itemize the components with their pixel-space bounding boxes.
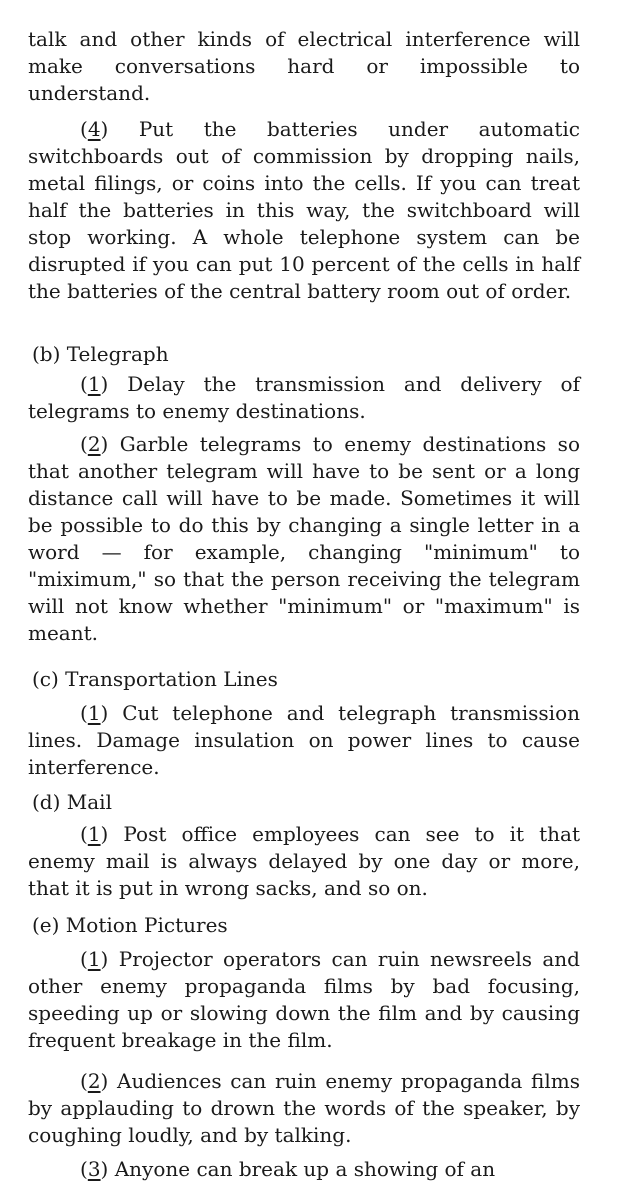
section-heading-telegraph: (b) Telegraph: [32, 342, 169, 366]
item-text: Anyone can break up a showing of an: [114, 1157, 496, 1181]
motion-pictures-item-1: (1) Projector operators can ruin newsreels and other enemy propaganda films by bad focusing, speeding up or slowing down the film and by causing frequent breakage in the film.: [28, 947, 580, 1052]
item-number: 1: [87, 372, 101, 396]
item-text: Garble telegrams to enemy destinations so that another telegram will have to be sent or a long distance call will have to be made. Sometimes it will be possible to do this by changing a single letter in a word — for example, changing "minimum" to "miximum," so that the person receiving the telegram will not know whether "minimum" or "maximum" is meant.: [28, 432, 580, 645]
section-heading-motion-pictures: (e) Motion Pictures: [32, 913, 228, 937]
item-number: 4: [87, 117, 101, 141]
continued-paragraph: talk and other kinds of electrical interference will make conversations hard or impossible to understand.: [28, 27, 580, 105]
item-text: Cut telephone and telegraph transmission lines. Damage insulation on power lines to cause interference.: [28, 701, 580, 779]
mail-item-1: (1) Post office employees can see to it that enemy mail is always delayed by one day or more, that it is put in wrong sacks, and so on.: [28, 822, 580, 900]
item-number: 1: [87, 701, 101, 725]
item-number: 3: [87, 1157, 101, 1181]
telegraph-item-2: (2) Garble telegrams to enemy destinations so that another telegram will have to be sent or a long distance call will have to be made. Sometimes it will be possible to do this by changing a single letter in a word — for example, changing "minimum" to "miximum," so that the person receiving the telegram will not know whether "minimum" or "maximum" is meant.: [28, 432, 580, 645]
motion-pictures-item-3: (3) Anyone can break up a showing of an: [80, 1157, 496, 1181]
transportation-item-1: (1) Cut telephone and telegraph transmission lines. Damage insulation on power lines to cause interference.: [28, 701, 580, 779]
motion-pictures-item-2: (2) Audiences can ruin enemy propaganda films by applauding to drown the words of the speaker, by coughing loudly, and by talking.: [28, 1069, 580, 1147]
item-number: 2: [87, 1069, 101, 1093]
telephone-item-4: (4) Put the batteries under automatic switchboards out of commission by dropping nails, metal filings, or coins into the cells. If you can treat half the batteries in this way, the switchboard will stop working. A whole telephone system can be disrupted if you can put 10 percent of the cells in half the batteries of the central battery room out of order.: [28, 117, 580, 303]
item-text: Post office employees can see to it that enemy mail is always delayed by one day or more, that it is put in wrong sacks, and so on.: [28, 822, 580, 900]
telegraph-item-1: (1) Delay the transmission and delivery of telegrams to enemy destinations.: [28, 372, 580, 423]
item-number: 2: [87, 432, 101, 456]
section-heading-mail: (d) Mail: [32, 790, 112, 814]
item-text: Projector operators can ruin newsreels and other enemy propaganda films by bad focusing, speeding up or slowing down the film and by causing frequent breakage in the film.: [28, 947, 580, 1052]
item-text: Audiences can ruin enemy propaganda films by applauding to drown the words of the speaker, by coughing loudly, and by talking.: [28, 1069, 580, 1147]
item-number: 1: [87, 947, 101, 971]
item-text: Put the batteries under automatic switchboards out of commission by dropping nails, metal filings, or coins into the cells. If you can treat half the batteries in this way, the switchboard will stop working. A whole telephone system can be disrupted if you can put 10 percent of the cells in half the batteries of the central battery room out of order.: [28, 117, 580, 303]
item-number: 1: [87, 822, 101, 846]
item-text: Delay the transmission and delivery of telegrams to enemy destinations.: [28, 372, 580, 423]
section-heading-transportation: (c) Transportation Lines: [32, 667, 278, 691]
